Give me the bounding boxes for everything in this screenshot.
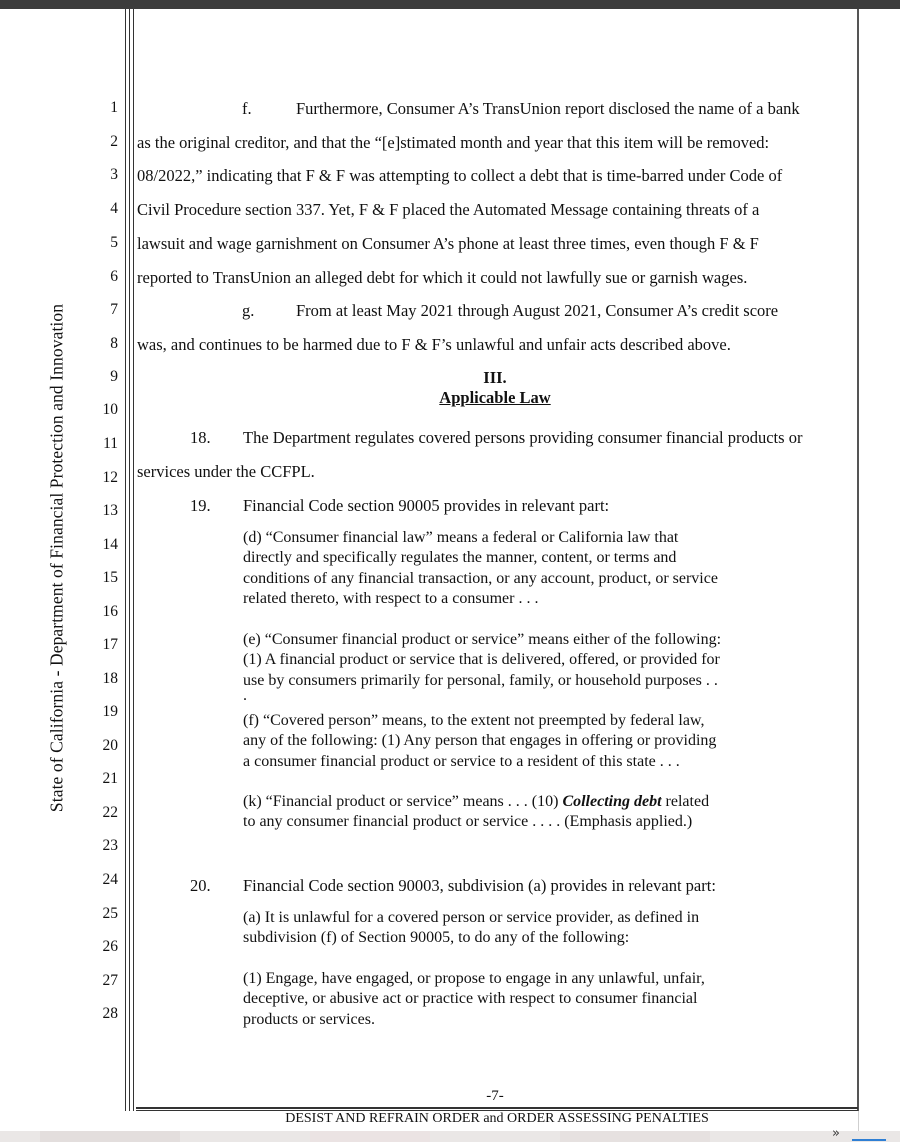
quote-line: related thereto, with respect to a consumer . . . <box>243 590 539 608</box>
quote-a <box>243 908 843 949</box>
quote-line <box>243 792 843 812</box>
para-19-number: 19. <box>190 496 211 515</box>
quote-e <box>243 630 843 705</box>
line-number: 2 <box>110 133 118 150</box>
line-number: 10 <box>102 401 118 418</box>
quote-k <box>243 792 843 833</box>
line-number: 23 <box>102 837 118 854</box>
quote-line: (f) “Covered person” means, to the extent not preempted by federal law, <box>243 712 705 729</box>
scroll-indicator[interactable] <box>852 1139 886 1141</box>
next-page-icon[interactable]: » <box>832 1126 840 1141</box>
thumbnail-strip-segment <box>310 1131 430 1142</box>
footer-title: DESIST AND REFRAIN ORDER and ORDER ASSESSING PENALTIES <box>285 1111 709 1126</box>
margin-rule-inner <box>129 9 130 1111</box>
thumbnail-strip-segment <box>560 1131 710 1142</box>
quote-line: (1) A financial product or service that is delivered, offered, or provided for <box>243 651 720 669</box>
quote-line: deceptive, or abusive act or practice with respect to consumer financial <box>243 990 698 1008</box>
para-20-number: 20. <box>190 876 211 895</box>
para-f-line: Furthermore, Consumer A’s TransUnion report disclosed the name of a bank <box>296 99 800 118</box>
quote-line: a consumer financial product or service to a resident of this state . . . <box>243 752 680 770</box>
quote-line: any of the following: (1) Any person that engages in offering or providing <box>243 732 717 750</box>
line-number: 7 <box>110 301 118 318</box>
line-number: 19 <box>102 703 118 720</box>
para-20-intro: Financial Code section 90003, subdivision (a) provides in relevant part: <box>243 876 716 895</box>
line-number: 4 <box>110 200 118 217</box>
line-number: 27 <box>102 972 118 989</box>
line-number: 12 <box>102 469 118 486</box>
margin-rule-text <box>133 9 134 1111</box>
para-18-line: The Department regulates covered persons providing consumer financial products or <box>243 428 803 447</box>
line-number: 3 <box>110 166 118 183</box>
para-f-line: as the original creditor, and that the “[e]stimated month and year that this item will be removed: <box>137 133 770 152</box>
quote-1 <box>243 969 843 1030</box>
line-number: 22 <box>102 804 118 821</box>
para-g-line: was, and continues to be harmed due to F & F’s unlawful and unfair acts described above. <box>137 335 731 354</box>
quote-f <box>243 711 843 772</box>
quote-line: products or services. <box>243 1010 375 1028</box>
viewer-bottom-strip <box>0 1131 900 1142</box>
quote-line: subdivision (f) of Section 90005, to do any of the following: <box>243 929 630 947</box>
quote-line: use by consumers primarily for personal, family, or household purposes . . <box>243 671 718 689</box>
line-number: 9 <box>110 368 118 385</box>
line-number: 16 <box>102 603 118 620</box>
line-number: 21 <box>102 770 118 787</box>
quote-line: (e) “Consumer financial product or service” means either of the following: <box>243 631 722 648</box>
line-number: 17 <box>102 636 118 653</box>
line-number: 25 <box>102 905 118 922</box>
footer-rule <box>136 1107 858 1109</box>
quote-line: conditions of any financial transaction, or any account, product, or service <box>243 569 718 587</box>
viewer-top-bar <box>0 0 900 9</box>
para-f-marker: f. <box>242 99 252 118</box>
quote-line: (d) “Consumer financial law” means a federal or California law that <box>243 529 679 546</box>
line-number: 11 <box>103 435 118 452</box>
line-number: 28 <box>102 1005 118 1022</box>
quote-line: to any consumer financial product or service . . . . (Emphasis applied.) <box>243 813 693 831</box>
section-heading <box>400 368 590 408</box>
quote-k-emphasis: Collecting debt <box>562 793 662 810</box>
line-number: 14 <box>102 536 118 553</box>
para-18-number: 18. <box>190 428 211 447</box>
para-f-line: Civil Procedure section 337. Yet, F & F placed the Automated Message containing threats of a <box>137 200 760 219</box>
line-number: 24 <box>102 871 118 888</box>
section-number: III. <box>483 368 507 387</box>
line-number: 15 <box>102 569 118 586</box>
para-f-line: lawsuit and wage garnishment on Consumer A’s phone at least three times, even though F & F <box>137 234 759 253</box>
line-number: 8 <box>110 335 118 352</box>
quote-line: directly and specifically regulates the manner, content, or terms and <box>243 549 677 567</box>
line-number: 20 <box>102 737 118 754</box>
para-19-intro: Financial Code section 90005 provides in relevant part: <box>243 496 610 515</box>
line-number: 6 <box>110 268 118 285</box>
agency-side-label: State of California - Department of Financial Protection and Innovation <box>46 303 67 813</box>
margin-rule-right <box>857 9 859 1111</box>
para-f-line: 08/2022,” indicating that F & F was attempting to collect a debt that is time-barred under Code of <box>137 166 783 185</box>
quote-line: . <box>243 687 247 705</box>
margin-rule-outer <box>125 9 126 1111</box>
para-18-line: services under the CCFPL. <box>137 462 315 481</box>
quote-line: (1) Engage, have engaged, or propose to engage in any unlawful, unfair, <box>243 970 705 987</box>
para-g-marker: g. <box>242 301 255 320</box>
para-f-line: reported to TransUnion an alleged debt for which it could not lawfully sue or garnish wages. <box>137 268 748 287</box>
quote-line: (a) It is unlawful for a covered person or service provider, as defined in <box>243 909 700 926</box>
para-g-line: From at least May 2021 through August 2021, Consumer A’s credit score <box>296 301 779 320</box>
quote-d <box>243 528 843 610</box>
section-title: Applicable Law <box>439 388 551 407</box>
line-number: 18 <box>102 670 118 687</box>
quote-k-text: related <box>661 793 710 810</box>
thumbnail-strip-segment <box>40 1131 180 1142</box>
line-number: 5 <box>110 234 118 251</box>
quote-k-text: (k) “Financial product or service” means . . . (10) <box>243 793 563 810</box>
page-number: -7- <box>486 1088 504 1104</box>
line-number: 26 <box>102 938 118 955</box>
line-number: 13 <box>102 502 118 519</box>
line-number: 1 <box>110 99 118 116</box>
